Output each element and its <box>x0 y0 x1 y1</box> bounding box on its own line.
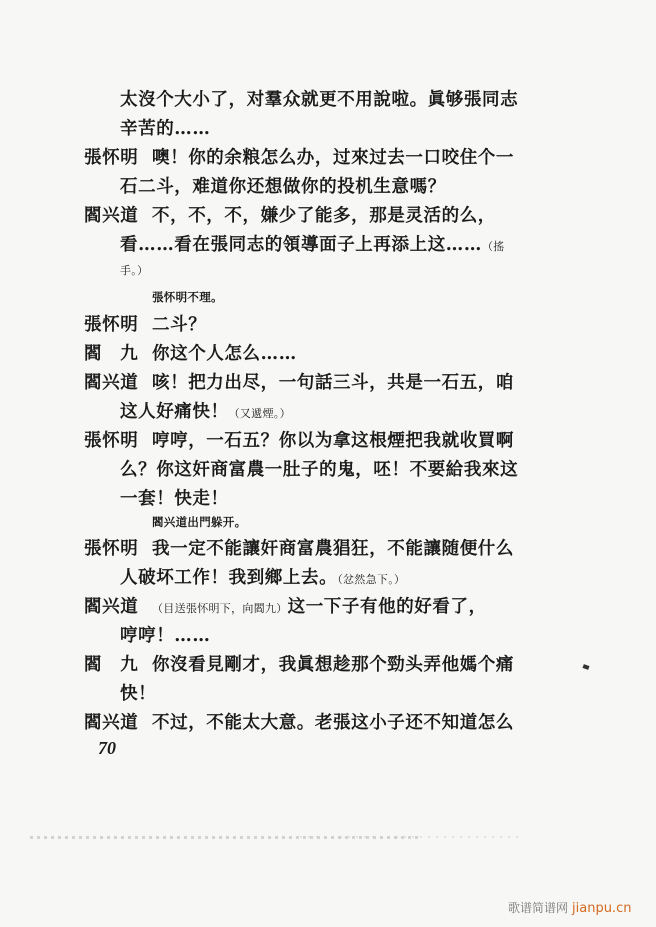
dialogue-continuation: 哼哼！…… <box>120 626 211 646</box>
dialogue-continuation <box>120 567 405 591</box>
dialogue-line <box>152 596 487 620</box>
speaker-name: 張怀明 <box>84 315 139 335</box>
scan-artifact <box>300 836 520 838</box>
line-text: 人破坏工作！我到鄉上去。 <box>120 568 338 588</box>
stage-direction-inline: （又遞煙。） <box>228 407 291 420</box>
stage-direction: 閻兴道出門躲开。 <box>152 515 247 529</box>
speaker-name: 閻 九 <box>84 655 139 675</box>
watermark-url: jianpu.cn <box>572 901 632 916</box>
stage-direction-inline: （搖 <box>482 240 505 253</box>
dialogue-line: 噢！你的余粮怎么办，过來过去一口咬住个一 <box>152 148 514 168</box>
dialogue-line: 不过，不能太大意。老張这小子还不知道怎么 <box>152 713 514 733</box>
scan-speck <box>582 664 589 670</box>
dialogue-line: 哼哼，一石五？你以为拿这根煙把我就收買啊 <box>152 431 514 451</box>
dialogue-continuation: 快！ <box>120 684 157 704</box>
dialogue-continuation <box>120 258 148 282</box>
speaker-name: 張怀明 <box>84 148 139 168</box>
stage-direction-inline: 手。） <box>120 264 149 277</box>
stage-direction: 張怀明不理。 <box>152 290 223 304</box>
dialogue-continuation <box>120 401 291 425</box>
watermark <box>508 899 631 916</box>
speaker-name: 閻兴道 <box>84 713 139 733</box>
dialogue-continuation: 么？你这奸商富農一肚子的鬼，呸！不要給我來这 <box>120 460 519 480</box>
speaker-name: 閻兴道 <box>84 206 139 226</box>
dialogue-continuation: 石二斗，难道你还想做你的投机生意嗎？ <box>120 177 446 197</box>
dialogue-line: 二斗？ <box>152 315 207 335</box>
dialogue-line: 不，不，不，嫌少了能多，那是灵活的么， <box>152 206 496 226</box>
speaker-name: 張怀明 <box>84 539 139 559</box>
speaker-name: 閻兴道 <box>84 373 139 393</box>
dialogue-continuation <box>120 89 518 111</box>
dialogue-line: 你沒看見剛才，我眞想趁那个勁头弄他媽个痛 <box>152 655 514 675</box>
line-text: 这一下子有他的好看了， <box>287 597 487 617</box>
speaker-name: 張怀明 <box>84 431 139 451</box>
watermark-text: 歌谱简谱网 <box>508 901 569 915</box>
stage-direction-inline: （忿然急下。） <box>337 573 406 586</box>
dialogue-line: 我一定不能讓奸商富農猖狂，不能讓随便什么 <box>152 539 514 559</box>
speaker-name: 閻 九 <box>84 344 139 364</box>
line-text: 这人好痛快！ <box>120 402 229 422</box>
line-text: 看……看在張同志的領導面子上再添上这…… <box>120 235 482 255</box>
dialogue-line: 你这个人怎么…… <box>152 344 297 364</box>
line-text: 太沒个大小了，对羣众就更不用說啦。眞够張同志 <box>120 90 519 110</box>
line-text: 辛苦的…… <box>120 119 211 139</box>
stage-direction-inline: （目送張怀明下，向閻九） <box>152 602 288 615</box>
speaker-name: 閻兴道 <box>84 597 139 617</box>
page-number: 70 <box>98 738 116 758</box>
dialogue-continuation <box>120 234 505 258</box>
dialogue-continuation <box>120 118 211 140</box>
dialogue-continuation: 一套！快走！ <box>120 489 229 509</box>
dialogue-line: 咳！把力出尽，一句話三斗，共是一石五，咱 <box>152 373 514 393</box>
